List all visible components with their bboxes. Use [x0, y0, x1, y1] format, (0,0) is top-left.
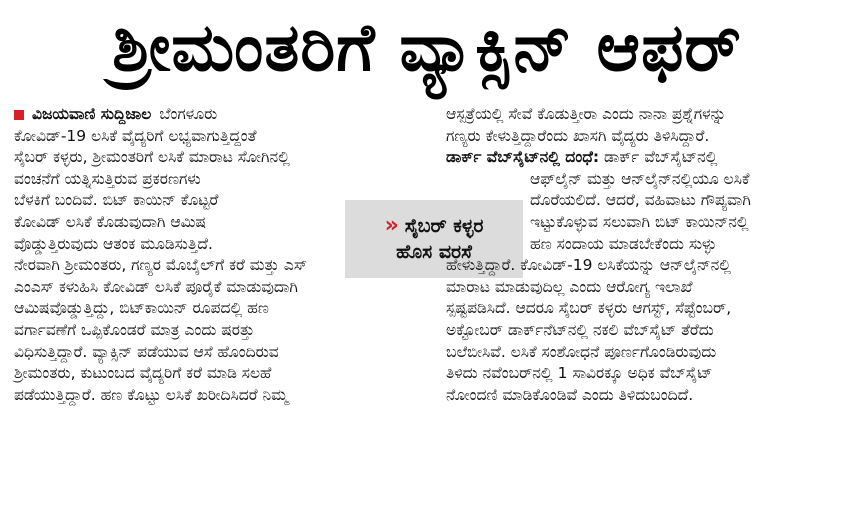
body-line: ಗಣ್ಯರು ಕೇಳುತ್ತಿದ್ದಾರೆಂದು ಖಾಸಗಿ ವೈದ್ಯರು ತಿಳಿಸಿದ್ದಾರೆ.	[446, 126, 710, 145]
body-line: ತಿಳಿದು ನವೆಂಬರ್‌ನಲ್ಲಿ 1 ಸಾವಿರಕ್ಕೂ ಅಧಿಕ ವೆಬ್‌ಸೈಟ್	[446, 364, 713, 383]
body-line: ಸೈಬರ್ ಕಳ್ಳರು, ಶ್ರೀಮಂತರಿಗೆ ಲಸಿಕೆ ಮಾರಾಟ ಸೋಗಿನಲ್ಲಿ	[14, 148, 290, 167]
body-line: ವಿಧಿಸುತ್ತಿದ್ದಾರೆ. ವ್ಯಾಕ್ಸಿನ್ ಪಡೆಯುವ ಆಸೆ ಹೊಂದಿರುವ	[14, 342, 279, 361]
pull-quote-line-1: ಸೈಬರ್ ಕಳ್ಳರ	[404, 215, 484, 237]
body-line: ಅಕ್ಟೋಬರ್ ಡಾರ್ಕ್‌ನೆಟ್‌ನಲ್ಲಿ ನಕಲಿ ವೆಬ್‌ಸೈಟ್ ತೆರೆದು	[446, 320, 714, 339]
body-line: ಇಟ್ಟುಕೊಳ್ಳುವ ಸಲುವಾಗಿ ಬಿಟ್ ಕಾಯಿನ್‌ನಲ್ಲಿ	[530, 212, 749, 231]
pull-quote-marker-icon: »	[384, 213, 399, 238]
body-line: ವರ್ಗಾವಣೆಗೆ ಒಪ್ಪಿಕೊಂಡರೆ ಮಾತ್ರ ಎಂದು ಷರತ್ತು	[14, 320, 255, 339]
body-line: ಆಸ್ಪತ್ರೆಯಲ್ಲಿ ಸೇವೆ ಕೊಡುತ್ತೀರಾ ಎಂದು ನಾನಾ ಪ್ರಶ್ನೆಗಳನ್ನು	[446, 105, 727, 123]
body-line: ಮಾರಾಟ ಮಾಡುವುದಿಲ್ಲ ಎಂದು ಆರೋಗ್ಯ ಇಲಾಖೆ	[446, 277, 693, 296]
body-line: ಕೋವಿಡ್-19 ಲಸಿಕೆ ವೈದ್ಯರಿಗೆ ಲಭ್ಯವಾಗುತ್ತಿದ್ದಂತೆ	[14, 126, 257, 145]
pull-quote-line-2: ಹೊಸ ವರಸೆ	[396, 241, 472, 263]
right-column	[446, 104, 846, 406]
body-line: ಎಂಎಸ್ ಕಳುಹಿಸಿ ಕೋವಿಡ್ ಲಸಿಕೆ ಪೂರೈಕೆ ಮಾಡುವುದಾಗಿ	[14, 277, 298, 296]
body-line: ಆಮಿಷವೊಡ್ಡುತ್ತಿದ್ದು, ಬಿಟ್‌ಕಾಯಿನ್ ರೂಪದಲ್ಲಿ ಹಣ	[14, 299, 269, 318]
body-line: ನೋಂದಣಿ ಮಾಡಿಕೊಂಡಿವೆ ಎಂದು ತಿಳಿದುಬಂದಿದೆ.	[446, 385, 694, 404]
body-line: ಆಫ್‌ಲೈನ್ ಮತ್ತು ಆನ್‌ಲೈನ್‌ನಲ್ಲಿಯೂ ಲಸಿಕೆ	[530, 169, 750, 188]
body-line: ನೇರವಾಗಿ ಶ್ರೀಮಂತರು, ಗಣ್ಯರ ಮೊಬೈಲ್‌ಗೆ ಕರೆ ಮತ್ತು ಎಸ್	[14, 256, 308, 275]
body-line: ಕೋವಿಡ್ ಲಸಿಕೆ ಕೊಡುವುದಾಗಿ ಆಮಿಷ	[14, 212, 206, 231]
byline-agency: ವಿಜಯವಾಣಿ ಸುದ್ದಿಜಾಲ	[32, 105, 152, 123]
subhead: ಡಾರ್ಕ್ ವೆಬ್‌ಸೈಟ್‌ನಲ್ಲಿ ದಂಧೆ:	[446, 148, 600, 167]
body-line: ಹಣ ಸಂದಾಯ ಮಾಡಬೇಕೆಂದು ಸುಳ್ಳು	[530, 234, 717, 253]
subhead-rest: ಡಾರ್ಕ್ ವೆಬ್‌ಸೈಟ್‌ನಲ್ಲಿ	[603, 148, 718, 167]
body-line: ಬೆಳಕಿಗೆ ಬಂದಿವೆ. ಬಿಟ್ ಕಾಯಿನ್ ಕೊಟ್ಟರೆ	[14, 191, 219, 210]
body-line: ಪಡೆಯುತ್ತಿದ್ದಾರೆ. ಹಣ ಕೊಟ್ಟು ಲಸಿಕೆ ಖರೀದಿಸಿದರೆ ನಿಮ್ಮ	[14, 385, 288, 404]
body-line: ವಂಚನೆಗೆ ಯತ್ನಿಸುತ್ತಿರುವ ಪ್ರಕರಣಗಳು	[14, 169, 201, 188]
headline: ಶ್ರೀಮಂತರಿಗೆ ವ್ಯಾಕ್ಸಿನ್ ಆಫರ್	[112, 8, 742, 86]
byline-marker-icon	[14, 110, 24, 120]
body-line: ದೊರೆಯಲಿದೆ. ಆದರೆ, ವಹಿವಾಟು ಗೌಪ್ಯವಾಗಿ	[530, 191, 751, 210]
byline	[14, 104, 432, 126]
subhead-line	[446, 147, 846, 169]
body-line: ವೊಡ್ಡುತ್ತಿರುವುದು ಆತಂಕ ಮೂಡಿಸುತ್ತಿದೆ.	[14, 234, 213, 253]
body-line: ಶ್ರೀಮಂತರು, ಕುಟುಂಬದ ವೈದ್ಯರಿಗೆ ಕರೆ ಮಾಡಿ ಸಲಹೆ	[14, 364, 272, 383]
byline-city: ಬೆಂಗಳೂರು	[159, 105, 218, 123]
body-line: ಹೇಳುತ್ತಿದ್ದಾರೆ. ಕೋವಿಡ್-19 ಲಸಿಕೆಯನ್ನು ಆನ್‌ಲೈನ್‌ನಲ್ಲಿ	[446, 256, 732, 275]
body-line: ಸ್ಪಷ್ಟಪಡಿಸಿದೆ. ಆದರೂ ಸೈಬರ್ ಕಳ್ಳರು ಆಗಸ್ಟ್, ಸೆಪ್ಟೆಂಬರ್,	[446, 299, 732, 318]
body-line: ಬಲೆಬೀಸಿವೆ. ಲಸಿಕೆ ಸಂಶೋಧನೆ ಪೂರ್ಣಗೊಂಡಿರುವುದು	[446, 342, 717, 361]
